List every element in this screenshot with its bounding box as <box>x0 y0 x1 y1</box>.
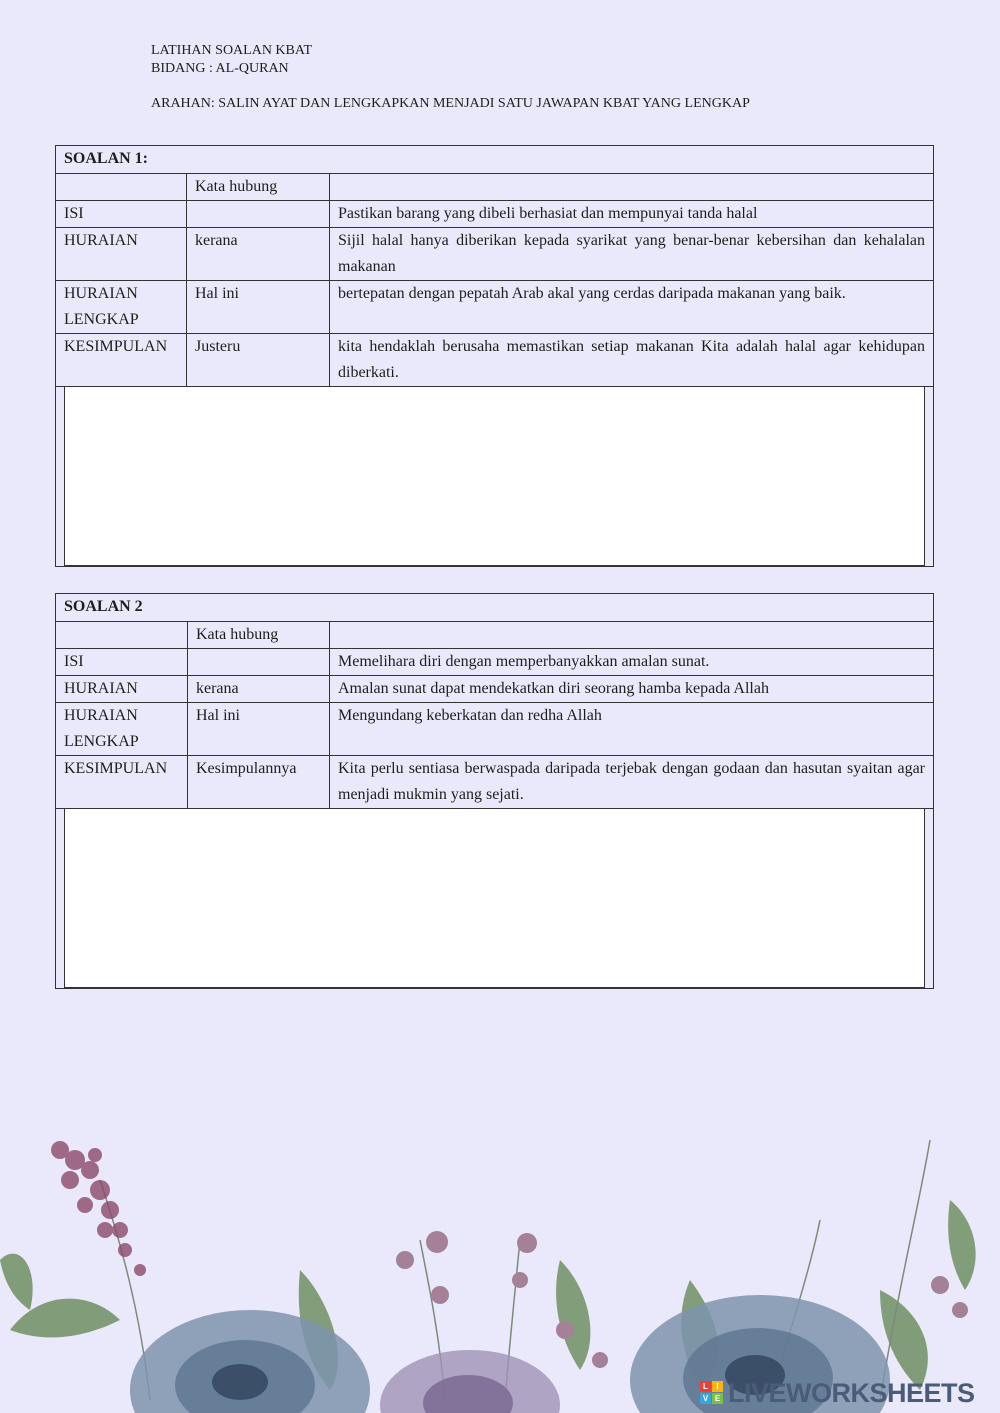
answer-2-input[interactable] <box>65 809 924 987</box>
table-row <box>56 281 934 334</box>
row-connector: kerana <box>188 676 330 703</box>
liveworksheets-logo-icon <box>700 1381 724 1405</box>
question-2-table <box>55 593 934 989</box>
question-2-title: SOALAN 2 <box>56 594 934 622</box>
answer-box <box>64 809 925 988</box>
row-text: Pastikan barang yang dibeli berhasiat dan mempunyai tanda halal <box>330 201 934 228</box>
connector-header: Kata hubung <box>188 622 330 649</box>
row-connector: Hal ini <box>188 703 330 756</box>
row-label: ISI <box>56 201 187 228</box>
connector-header: Kata hubung <box>187 174 330 201</box>
answer-1-input[interactable] <box>65 387 924 565</box>
logo-letter: V <box>700 1393 711 1404</box>
row-text: kita hendaklah berusaha memastikan setiap makanan Kita adalah halal agar kehidupan diberkati. <box>330 334 934 387</box>
empty-cell <box>330 174 934 201</box>
row-label: HURAIAN LENGKAP <box>56 703 188 756</box>
table-row <box>56 703 934 756</box>
logo-letter: I <box>712 1381 723 1392</box>
table-row <box>56 649 934 676</box>
row-text: Memelihara diri dengan memperbanyakkan amalan sunat. <box>330 649 934 676</box>
logo-letter: E <box>712 1393 723 1404</box>
worksheet-title: LATIHAN SOALAN KBAT <box>151 43 312 58</box>
row-label: HURAIAN <box>56 228 187 281</box>
table-row <box>56 228 934 281</box>
row-label: HURAIAN <box>56 676 188 703</box>
row-text: Kita perlu sentiasa berwaspada daripada terjebak dengan godaan dan hasutan syaitan agar menjadi mukmin yang sejati. <box>330 756 934 809</box>
row-connector: Kesimpulannya <box>188 756 330 809</box>
row-connector: kerana <box>187 228 330 281</box>
row-connector <box>187 201 330 228</box>
empty-cell <box>56 174 187 201</box>
table-row <box>56 201 934 228</box>
lilac-cluster <box>51 1141 146 1276</box>
row-label: KESIMPULAN <box>56 756 188 809</box>
row-connector: Hal ini <box>187 281 330 334</box>
empty-cell <box>56 622 188 649</box>
row-label: KESIMPULAN <box>56 334 187 387</box>
table-row <box>56 756 934 809</box>
question-1-table <box>55 145 934 567</box>
row-label: ISI <box>56 649 188 676</box>
table-row <box>56 334 934 387</box>
row-text: Amalan sunat dapat mendekatkan diri seorang hamba kepada Allah <box>330 676 934 703</box>
liveworksheets-watermark <box>700 1378 975 1408</box>
answer-cell <box>56 387 934 567</box>
row-text: Sijil halal hanya diberikan kepada syarikat yang benar-benar kebersihan dan kehalalan makanan <box>330 228 934 281</box>
row-label: HURAIAN LENGKAP <box>56 281 187 334</box>
row-text: Mengundang keberkatan dan redha Allah <box>330 703 934 756</box>
logo-letter: L <box>700 1381 711 1392</box>
worksheet-subject: BIDANG : AL-QURAN <box>151 61 289 76</box>
row-text: bertepatan dengan pepatah Arab akal yang cerdas daripada makanan yang baik. <box>330 281 934 334</box>
question-1-title: SOALAN 1: <box>56 146 934 174</box>
empty-cell <box>330 622 934 649</box>
table-row <box>56 676 934 703</box>
brand-name: LIVEWORKSHEETS <box>728 1377 975 1408</box>
answer-box <box>64 387 925 566</box>
row-connector: Justeru <box>187 334 330 387</box>
answer-cell <box>56 809 934 989</box>
row-connector <box>188 649 330 676</box>
floral-border-illustration <box>0 1120 1000 1413</box>
worksheet-instruction: ARAHAN: SALIN AYAT DAN LENGKAPKAN MENJADI SATU JAWAPAN KBAT YANG LENGKAP <box>151 96 750 111</box>
